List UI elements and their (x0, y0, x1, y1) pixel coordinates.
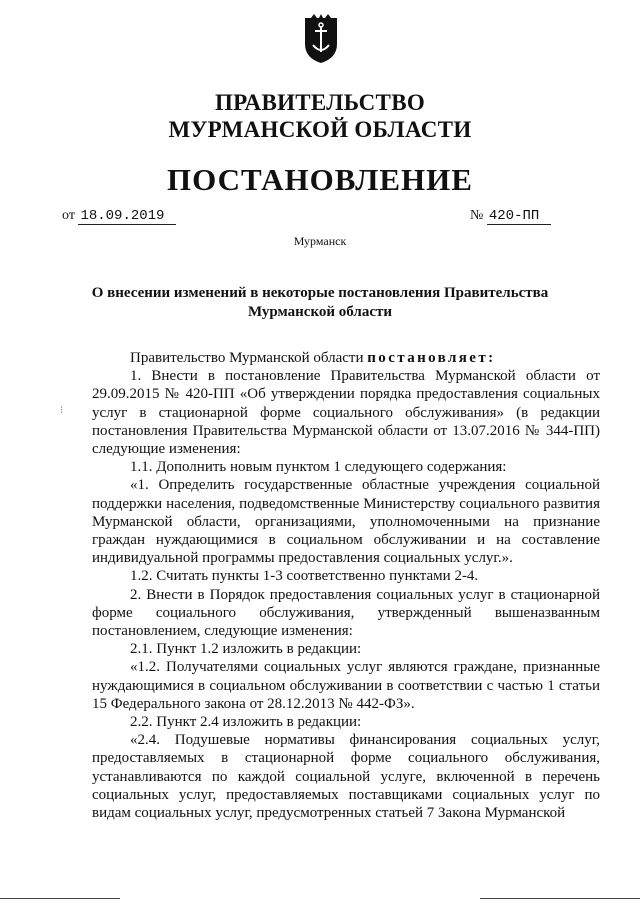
paragraph-2-1: 2.1. Пункт 1.2 изложить в редакции: (130, 641, 362, 658)
subject-line1: О внесении изменений в некоторые постановления Правительства (91, 285, 549, 301)
paragraph-1-1: 1.1. Дополнить новым пунктом 1 следующего содержания: (130, 459, 507, 476)
subject-line2: Мурманской области (247, 304, 393, 320)
paragraph-2-1-text: «1.2. Получателями социальных услуг являются граждане, признанные нуждающимися в социальном обслуживании в соответствии с частью 1 статьи 15 Федерального закона от 28.12.2013 № 442-ФЗ». (92, 659, 600, 712)
document-date: 18.09.2019 (78, 208, 176, 225)
government-title-line1: ПРАВИТЕЛЬСТВО (214, 90, 426, 115)
date-prefix: от (62, 208, 75, 223)
scan-edge-line-left (0, 898, 120, 899)
number-prefix: № (470, 208, 484, 223)
document-subject (90, 284, 550, 322)
number-block (470, 208, 551, 224)
scan-speck: ⁝ (60, 405, 64, 416)
resolves-word: постановляет: (367, 350, 496, 366)
government-title-line2: МУРМАНСКОЙ ОБЛАСТИ (168, 117, 472, 142)
document-body (92, 349, 600, 822)
paragraph-2-2-text: «2.4. Подушевые нормативы финансирования социальных услуг, предоставляемых в стационарной форме социального обслуживания, устанавливаются по каждой социальной услуге, включенной в перечень социальных услуг, предоставляемых поставщиками социальных услуг по видам социальных услуг, предусмотренных статьей 7 Закона Мурманской (92, 732, 600, 822)
date-block (62, 208, 176, 224)
document-type: ПОСТАНОВЛЕНИЕ (167, 162, 473, 197)
coat-of-arms-icon (302, 14, 340, 64)
city: Мурманск (293, 234, 347, 248)
document-number: 420-ПП (487, 208, 551, 225)
paragraph-2-2: 2.2. Пункт 2.4 изложить в редакции: (130, 714, 362, 731)
intro-paragraph (92, 349, 600, 367)
intro-text: Правительство Мурманской области (130, 350, 368, 366)
paragraph-1: 1. Внести в постановление Правительства Мурманской области от 29.09.2015 № 420-ПП «Об утверждении порядка предоставления социальных услуг в стационарной форме социального обслуживания» (в редакции постановления Правительства Мурманской области от 13.07.2016 № 344-ПП) следующие изменения: (92, 368, 600, 458)
scan-edge-line-right (480, 898, 640, 899)
paragraph-1-1-text: «1. Определить государственные областные учреждения социальной поддержки населения, подведомственные Министерству социального развития Мурманской области, организациями, уполномоченными на признание граждан нуждающимися в социальном обслуживании и на составление индивидуальной программы предоставления социальных услуг.». (92, 477, 600, 567)
paragraph-1-2: 1.2. Считать пункты 1-3 соответственно пунктами 2-4. (130, 568, 479, 585)
paragraph-2: 2. Внести в Порядок предоставления социальных услуг в стационарной форме социального обслуживания, утвержденный вышеназванным постановлением, следующие изменения: (92, 586, 600, 640)
